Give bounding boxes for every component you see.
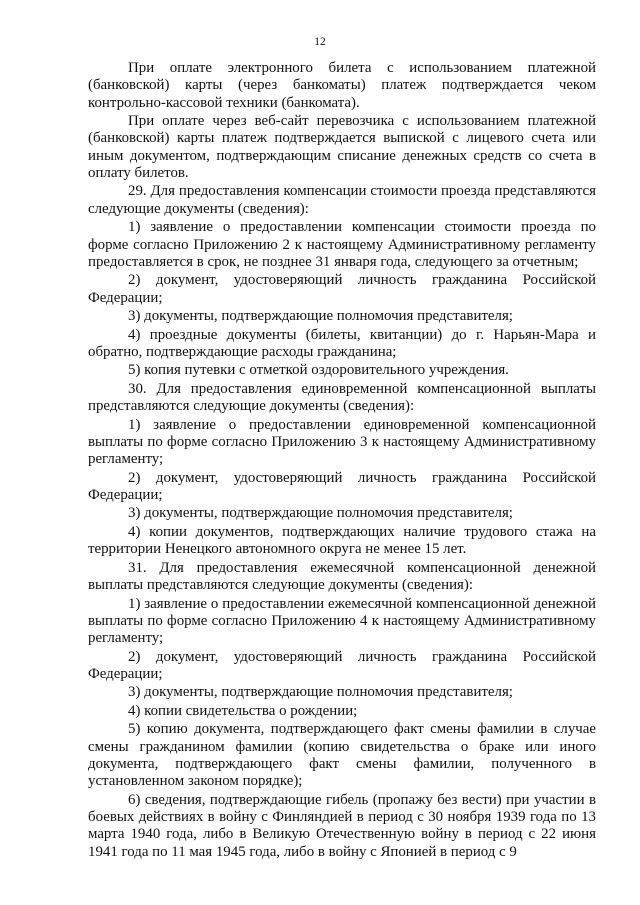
paragraph: 29. Для предоставления компенсации стоимости проезда представляются следующие документы (сведения): (88, 183, 596, 217)
list-item: 5) копию документа, подтверждающего факт смены фамилии в случае смены гражданином фамилии (копию свидетельства о браке или иного документа, подтверждающего факт смены фамилии, полученного в установленном законом порядке); (88, 721, 596, 790)
list-item: 2) документ, удостоверяющий личность гражданина Российской Федерации; (88, 469, 596, 503)
list-item: 3) документы, подтверждающие полномочия представителя; (128, 684, 513, 701)
page-number: 12 (314, 36, 326, 48)
paragraph: При оплате через веб-сайт перевозчика с использованием платежной (банковской) карты платеж подтверждается выпиской с лицевого счета или иным документом, подтверждающим списание денежных средств со счета в оплату билетов. (88, 113, 596, 181)
list-item: 2) документ, удостоверяющий личность гражданина Российской Федерации; (88, 272, 596, 306)
list-item: 1) заявление о предоставлении единовременной компенсационной выплаты по форме согласно Приложению 3 к настоящему Административному регламенту; (88, 416, 596, 468)
list-item: 4) копии документов, подтверждающих наличие трудового стажа на территории Ненецкого автономного округа не менее 15 лет. (88, 523, 596, 558)
list-item: 4) копии свидетельства о рождении; (128, 702, 358, 719)
paragraph: 30. Для предоставления единовременной компенсационной выплаты представляются следующие документы (сведения): (88, 380, 596, 415)
list-item: 5) копия путевки с отметкой оздоровительного учреждения. (128, 362, 509, 379)
paragraph: При оплате электронного билета с использованием платежной (банковской) карты (через банкоматы) платеж подтверждается чеком контрольно-кассовой техники (банкомата). (88, 60, 596, 111)
document-body (88, 60, 596, 862)
list-item: 3) документы, подтверждающие полномочия представителя; (128, 308, 513, 325)
list-item: 2) документ, удостоверяющий личность гражданина Российской Федерации; (88, 648, 596, 682)
paragraph: 31. Для предоставления ежемесячной компенсационной денежной выплаты представляются следующие документы (сведения): (88, 559, 596, 594)
list-item: 1) заявление о предоставлении компенсации стоимости проезда по форме согласно Приложению 2 к настоящему Административному регламенту предоставляется в срок, не позднее 31 января года, следующего за отчетным; (88, 219, 596, 270)
list-item: 6) сведения, подтверждающие гибель (пропажу без вести) при участии в боевых действиях в войну с Финляндией в период с 30 ноября 1939 года по 13 марта 1940 года, либо в Великую Отечественную войну в период с 22 июня 1941 года по 11 мая 1945 года, либо в войну с Японией в период с 9 (88, 791, 596, 860)
list-item: 4) проездные документы (билеты, квитанции) до г. Нарьян-Мара и обратно, подтверждающие расходы гражданина; (88, 326, 596, 360)
list-item: 3) документы, подтверждающие полномочия представителя; (128, 505, 513, 522)
list-item: 1) заявление о предоставлении ежемесячной компенсационной денежной выплаты по форме согласно Приложению 4 к настоящему Административному регламенту; (88, 595, 596, 647)
